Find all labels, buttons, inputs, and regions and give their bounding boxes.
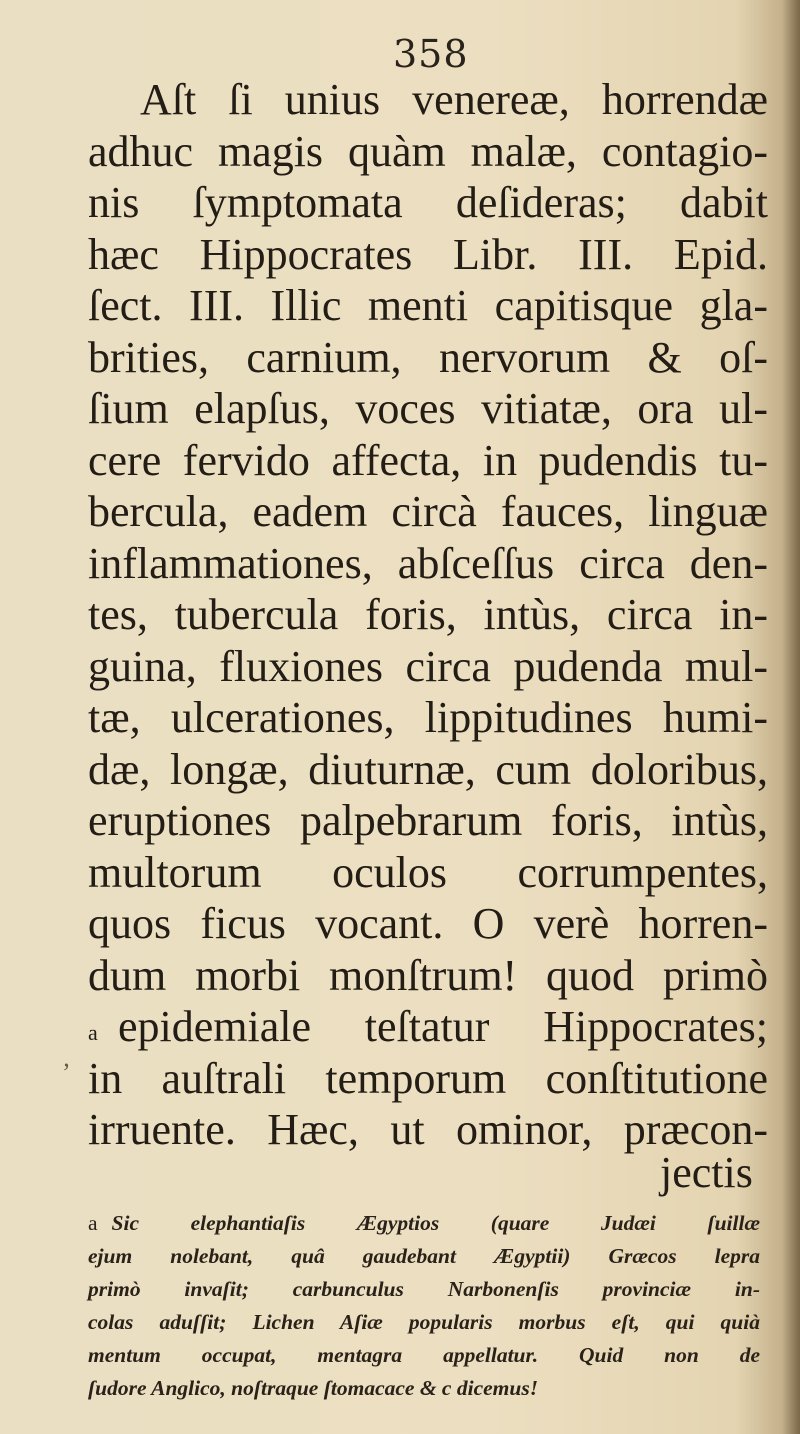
body-line: bercula, eadem circà fauces, linguæ xyxy=(88,487,768,536)
body-line: irruente. Hæc, ut ominor, præcon- xyxy=(88,1105,768,1154)
footnote-line: ejum nolebant, quâ gaudebant Ægyptii) Græcos lepra xyxy=(88,1244,760,1268)
footnote-line xyxy=(88,1207,760,1240)
body-line: tæ, ulcerationes, lippitudines humi- xyxy=(88,693,768,742)
body-line: cere fervido affecta, in pudendis tu- xyxy=(88,435,768,485)
body-line: Aſt ſi unius venereæ, horrendæ xyxy=(140,75,768,124)
body-line: nis ſymptomata deſideras; dabit xyxy=(88,178,768,227)
catchword: jectis xyxy=(660,1148,753,1197)
footnote-line: colas aduſſit; Lichen Aſiæ popularis morbus eſt, qui quià xyxy=(88,1310,760,1334)
body-line: dum morbi monſtrum! quod primò xyxy=(88,950,768,1000)
footnote-label: a xyxy=(88,1211,98,1235)
body-line: dæ, longæ, diuturnæ, cum doloribus, xyxy=(88,744,768,794)
page-edge-shadow xyxy=(782,0,800,1434)
margin-mark: ʼ xyxy=(62,1058,71,1087)
body-text xyxy=(88,74,768,1156)
page-number: 358 xyxy=(393,32,469,76)
body-line: in auſtrali temporum conſtitutione xyxy=(88,1053,768,1103)
footnote-block xyxy=(88,1207,760,1405)
body-line: inflammationes, abſceſſus circa den- xyxy=(88,538,768,588)
body-line: adhuc magis quàm malæ, contagio- xyxy=(88,126,768,176)
body-line: brities, carnium, nervorum & oſ- xyxy=(88,332,768,382)
body-line: ſium elapſus, voces vitiatæ, ora ul- xyxy=(88,384,768,433)
footnote-line: ſudore Anglico, noſtraque ſtomacace & c dicemus! xyxy=(88,1376,539,1400)
body-line: tes, tubercula foris, intùs, circa in- xyxy=(88,590,768,639)
body-line: ſect. III. Illic menti capitisque gla- xyxy=(88,281,768,330)
body-line: eruptiones palpebrarum foris, intùs, xyxy=(88,796,768,845)
footnote-reference-marker: a xyxy=(88,1020,98,1045)
footnote-text: Sic elephantiaſis Ægyptios (quare Judæi ſuillæ xyxy=(111,1211,760,1235)
footnote-line: mentum occupat, mentagra appellatur. Quid non de xyxy=(88,1343,760,1367)
body-line: multorum oculos corrumpentes, xyxy=(88,847,768,897)
body-line: quos ficus vocant. O verè horren- xyxy=(88,899,768,948)
body-line: guina, fluxiones circa pudenda mul- xyxy=(88,641,768,691)
body-line: epidemiale teſtatur Hippocrates; xyxy=(118,1002,768,1051)
footnote-line: primò invaſit; carbunculus Narbonenſis provinciæ in- xyxy=(88,1277,760,1301)
body-line: hæc Hippocrates Libr. III. Epid. xyxy=(88,229,768,279)
